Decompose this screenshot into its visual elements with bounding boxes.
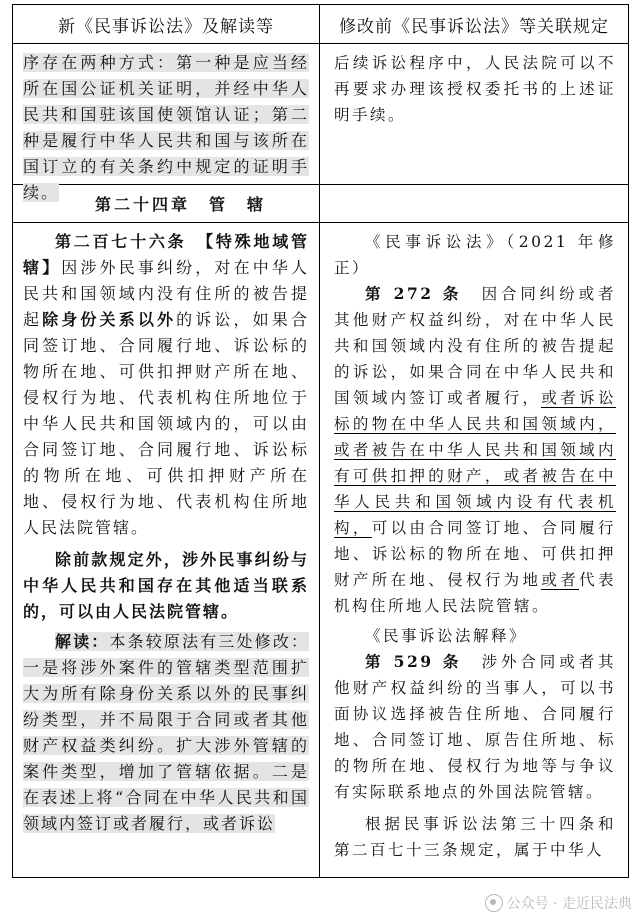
article-276: 第二百七十六条 【特殊地域管辖】因涉外民事纠纷，对在中华人民共和国领域内没有住所的被告提起除身份关系以外的诉讼，如果合同签订地、合同履行地、诉讼标的物所在地、可供扣押财产所在地、侵权行为地、代表机构住所地位于中华人民共和国领域内的，可以由合同签订地、合同履行地、诉讼标的物所在地、可供扣押财产所在地、侵权行为地、代表机构住所地人民法院管辖。 (23, 232, 309, 537)
last-paragraph: 根据民事诉讼法第三十四条和第二百七十三条规定，属于中华人 (334, 815, 616, 859)
watermark: 公众号 · 走近民法典 (485, 893, 632, 913)
article-272: 第 272 条 因合同纠纷或者其他财产权益纠纷，对在中华人民共和国领域内没有住所的被告提起的诉讼，如果合同在中华人民共和国领域内签订或者履行，或者诉讼标的物在中华人民共和国领域内，或者被告在中华人民共和国领域内有可供扣押的财产，或者被告在中华人民共和国领域内设有代表机构，可以由合同签订地、合同履行地、诉讼标的物所在地、可供扣押财产所在地、侵权行为地或者代表机构住所地人民法院管辖。 (334, 284, 616, 615)
interpretation-title: 《民事诉讼法解释》 (365, 627, 528, 645)
wechat-icon (485, 894, 503, 912)
table-header-row (13, 5, 629, 44)
continued-text-right: 后续诉讼程序中，人民法院可以不再要求办理该授权委托书的上述证明手续。 (334, 54, 616, 124)
chapter-row (13, 185, 629, 223)
table-row (13, 223, 629, 878)
law-title-2021: 《民事诉讼法》（2021 年修正） (334, 233, 616, 277)
continued-text: 序存在两种方式：第一种是应当经所在国公证机关证明，并经中华人民共和国驻该国使领馆认证；第二种是履行中华人民共和国与该所在国订立的有关条约中规定的证明手续。 (23, 53, 309, 202)
chapter-heading: 第二十四章 管 辖 (95, 195, 267, 214)
interpretation: 解读：本条较原法有三处修改：一是将涉外案件的管辖类型范围扩大为所有除身份关系以外的民事纠纷类型，并不局限于合同或者其他财产权益类纠纷。扩大涉外管辖的案件类型，增加了管辖依据。二是在表述上将“合同在中华人民共和国领域内签订或者履行，或者诉讼 (23, 632, 309, 833)
article-529: 第 529 条 涉外合同或者其他财产权益纠纷的当事人，可以书面协议选择被告住所地、合同履行地、合同签订地、原告住所地、标的物所在地、侵权行为地等与争议有实际联系地点的外国法院管辖。 (334, 652, 616, 801)
comparison-table (12, 4, 629, 878)
header-old-law: 修改前《民事诉讼法》等关联规定 (320, 5, 629, 44)
document-page (12, 4, 628, 913)
article-276-para2: 除前款规定外，涉外民事纠纷与中华人民共和国存在其他适当联系的，可以由人民法院管辖。 (23, 550, 309, 621)
table-row (13, 44, 629, 185)
header-new-law: 新《民事诉讼法》及解读等 (13, 5, 320, 44)
